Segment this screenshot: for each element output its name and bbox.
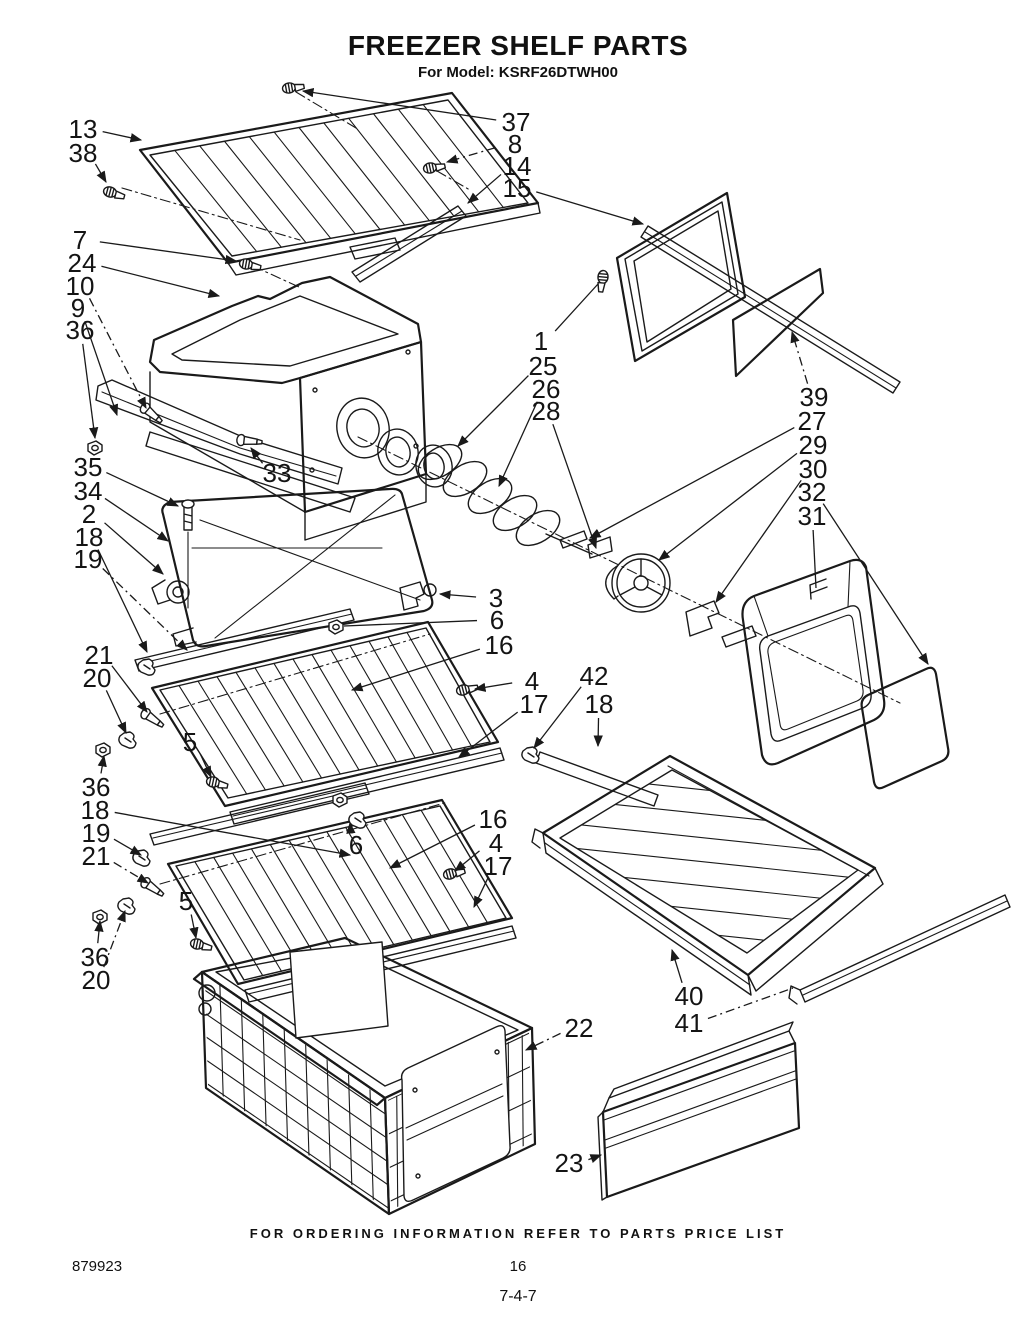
part-callout-5: 5	[182, 727, 198, 757]
leader-line-40	[672, 950, 682, 983]
part-callout-14: 14	[502, 151, 532, 181]
shaft-clip	[588, 537, 612, 558]
part-callout-1: 1	[533, 326, 549, 356]
shelf-frame	[532, 756, 885, 1001]
part-callout-18: 18	[74, 522, 104, 552]
part-callout-4: 4	[524, 666, 540, 696]
leader-line-18	[598, 718, 599, 746]
part-callout-19: 19	[81, 818, 111, 848]
part-callout-22: 22	[564, 1013, 594, 1043]
leader-line-28	[553, 424, 596, 548]
leader-line-36	[101, 756, 104, 773]
shelf-trim-rail-15	[641, 226, 900, 393]
part-callout-31: 31	[797, 501, 827, 531]
part-callout-16: 16	[478, 804, 508, 834]
wire-shelf-top	[140, 93, 540, 275]
door-frame-panel	[617, 193, 745, 361]
leader-line-34	[105, 498, 168, 541]
callout-layer	[66, 91, 928, 1178]
part-callout-27: 27	[797, 406, 827, 436]
part-callout-19: 19	[73, 544, 103, 574]
roller-bracket	[152, 500, 382, 608]
mounting-bracket	[96, 380, 355, 512]
assembly-centerlines	[122, 92, 900, 884]
nut-6b	[333, 793, 347, 807]
dispenser-door	[862, 668, 949, 788]
part-callout-25: 25	[528, 351, 558, 381]
clip-20a	[119, 732, 136, 748]
leader-line-3	[440, 594, 476, 597]
part-callout-30: 30	[798, 454, 828, 484]
leader-line-1	[555, 284, 598, 331]
date-code: 7-4-7	[499, 1288, 537, 1305]
leader-line-23	[588, 1155, 601, 1160]
leader-line-33	[251, 448, 263, 463]
part-callout-10: 10	[65, 271, 95, 301]
leader-line-5	[191, 915, 196, 938]
leader-line-24	[101, 266, 219, 296]
leader-line-35	[106, 473, 178, 506]
wing-screw-1	[597, 270, 609, 292]
leader-line-16	[390, 825, 475, 868]
ordering-note: FOR ORDERING INFORMATION REFER TO PARTS PRICE LIST	[249, 1226, 787, 1241]
leader-line-31	[813, 530, 816, 588]
part-callout-36: 36	[65, 315, 95, 345]
part-callout-18: 18	[80, 795, 110, 825]
bolt-33	[236, 434, 262, 448]
leader-line-19	[103, 568, 187, 650]
part-callout-34: 34	[73, 476, 103, 506]
leader-line-2	[105, 523, 163, 574]
part-callout-20: 20	[82, 663, 112, 693]
part-callout-5: 5	[178, 886, 194, 916]
thumbscrew-7	[239, 258, 262, 272]
leader-line-17	[474, 878, 488, 907]
part-callout-17: 17	[483, 851, 513, 881]
wire-shelf-middle	[152, 622, 498, 806]
nut-6a	[329, 620, 343, 634]
part-callout-35: 35	[73, 452, 103, 482]
thumbscrew-8	[423, 160, 446, 174]
part-callout-36: 36	[80, 942, 110, 972]
clip-20b	[118, 898, 135, 914]
leader-line-7	[100, 242, 236, 261]
part-callout-21: 21	[84, 640, 114, 670]
part-callout-38: 38	[68, 138, 98, 168]
leader-line-13	[103, 132, 141, 140]
part-callout-3: 3	[488, 583, 504, 613]
dispenser-housing	[742, 560, 884, 765]
part-callout-41: 41	[674, 1008, 704, 1038]
part-callout-32: 32	[797, 477, 827, 507]
trim-rail-front	[230, 748, 504, 824]
part-callout-40: 40	[674, 981, 704, 1011]
nut-36b	[96, 743, 110, 757]
model-subtitle: For Model: KSRF26DTWH00	[417, 64, 618, 81]
page-number: 16	[509, 1258, 527, 1275]
part-callout-7: 7	[72, 225, 88, 255]
thumbscrew-5a	[206, 776, 229, 790]
leader-line-20	[106, 690, 126, 733]
part-callout-36: 36	[81, 772, 111, 802]
thumbscrew-4b	[442, 865, 465, 880]
leader-line-4	[475, 683, 512, 689]
part-callout-2: 2	[81, 499, 97, 529]
part-callout-42: 42	[579, 661, 609, 691]
drive-wheel	[606, 554, 670, 612]
part-callout-28: 28	[531, 396, 561, 426]
part-callout-23: 23	[554, 1148, 584, 1178]
part-callout-13: 13	[68, 114, 98, 144]
leader-line-39	[792, 332, 808, 384]
leader-line-18	[98, 550, 147, 652]
part-callout-8: 8	[507, 129, 523, 159]
part-callout-26: 26	[531, 374, 561, 404]
clip-19a	[138, 659, 155, 675]
leader-line-15	[536, 192, 643, 224]
part-callout-21: 21	[81, 841, 111, 871]
part-callout-6: 6	[348, 830, 364, 860]
retainer-rings	[374, 425, 456, 490]
part-callout-17: 17	[519, 689, 549, 719]
bolt-21a	[139, 707, 166, 730]
drawer-front	[598, 1022, 799, 1200]
trim-rail-right	[536, 752, 658, 806]
part-callout-4: 4	[488, 828, 504, 858]
page-title: FREEZER SHELF PARTS	[347, 30, 689, 61]
leader-line-27	[590, 428, 794, 538]
leader-line-8	[447, 148, 496, 162]
part-callout-15: 15	[502, 173, 532, 203]
part-callout-9: 9	[70, 293, 86, 323]
part-callout-18: 18	[584, 689, 614, 719]
leader-line-36	[83, 344, 95, 438]
part-callout-33: 33	[262, 458, 292, 488]
thumbscrew-5b	[190, 938, 213, 952]
part-callout-16: 16	[484, 630, 514, 660]
leader-line-25	[458, 376, 528, 446]
part-callout-6: 6	[489, 605, 505, 635]
clip-42	[522, 747, 539, 763]
part-callout-24: 24	[67, 248, 97, 278]
thumbscrew-37	[282, 80, 305, 94]
leader-line-19	[114, 839, 141, 855]
part-callout-37: 37	[501, 107, 531, 137]
part-callout-39: 39	[799, 382, 829, 412]
document-number: 879923	[72, 1258, 123, 1275]
leader-line-29	[659, 453, 797, 560]
leader-line-16	[352, 649, 480, 690]
part-callout-29: 29	[798, 430, 828, 460]
part-callout-20: 20	[81, 965, 111, 995]
